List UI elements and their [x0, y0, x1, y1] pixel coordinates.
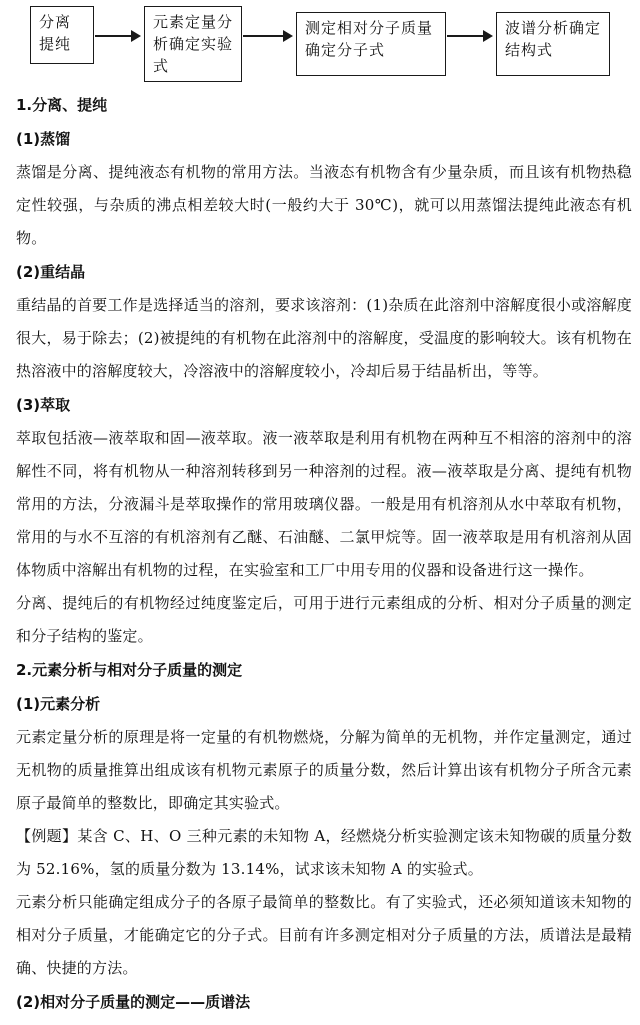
paragraph-example: 【例题】某含 C、H、O 三种元素的未知物 A，经燃烧分析实验测定该未知物碳的质量分数为 52.16%，氢的质量分数为 13.14%，试求该未知物 A 的实验式。 [16, 827, 632, 878]
flow-step-separation: 分离提纯 [30, 6, 94, 64]
subsection-heading: (3)萃取 [16, 396, 71, 414]
flow-step-structure: 波谱分析确定结构式 [496, 12, 610, 76]
subsection-heading: (1)蒸馏 [16, 130, 71, 148]
paragraph-recrystallization: 重结晶的首要工作是选择适当的溶剂，要求该溶剂：(1)杂质在此溶剂中溶解度很小或溶解度很大，易于除去；(2)被提纯的有机物在此溶剂中的溶解度，受温度的影响较大。该有机物在热溶液中的溶解度较大，冷溶液中的溶解度较小，冷却后易于结晶析出，等等。 [16, 296, 632, 380]
flow-arrow [447, 35, 491, 37]
flow-arrow [95, 35, 139, 37]
paragraph-distillation: 蒸馏是分离、提纯液态有机物的常用方法。当液态有机物含有少量杂质，而且该有机物热稳定性较强，与杂质的沸点相差较大时(一般约大于 30℃)，就可以用蒸馏法提纯此液态有机物。 [16, 163, 632, 247]
paragraph-extraction: 萃取包括液—液萃取和固—液萃取。液一液萃取是利用有机物在两种互不相溶的溶剂中的溶解性不同，将有机物从一种溶剂转移到另一种溶剂的过程。液—液萃取是分离、提纯有机物常用的方法，分液漏斗是萃取操作的常用玻璃仪器。一般是用有机溶剂从水中萃取有机物，常用的与水不互溶的有机溶剂有乙醚、石油醚、二氯甲烷等。固一液萃取是用有机溶剂从固体物质中溶解出有机物的过程，在实验室和工厂中用专用的仪器和设备进行这一操作。 [16, 429, 632, 579]
flow-arrow [243, 35, 291, 37]
flow-step-molecular-formula: 测定相对分子质量确定分子式 [296, 12, 446, 76]
paragraph-summary: 分离、提纯后的有机物经过纯度鉴定后，可用于进行元素组成的分析、相对分子质量的测定和分子结构的鉴定。 [16, 594, 632, 645]
subsection-heading: (1)元素分析 [16, 695, 101, 713]
document-body [16, 88, 632, 1019]
section-heading: 2.元素分析与相对分子质量的测定 [16, 661, 243, 679]
paragraph-element-analysis: 元素定量分析的原理是将一定量的有机物燃烧，分解为简单的无机物，并作定量测定，通过无机物的质量推算出组成该有机物元素原子的质量分数，然后计算出该有机物分子所含元素原子最简单的整数比，即确定其实验式。 [16, 728, 632, 812]
subsection-heading: (2)相对分子质量的测定——质谱法 [16, 993, 251, 1011]
section-heading: 1.分离、提纯 [16, 96, 108, 114]
subsection-heading: (2)重结晶 [16, 263, 86, 281]
flow-step-empirical-formula: 元素定量分析确定实验式 [144, 6, 242, 82]
flow-diagram [0, 0, 640, 90]
paragraph-note: 元素分析只能确定组成分子的各原子最简单的整数比。有了实验式，还必须知道该未知物的相对分子质量，才能确定它的分子式。目前有许多测定相对分子质量的方法，质谱法是最精确、快捷的方法。 [16, 893, 632, 977]
